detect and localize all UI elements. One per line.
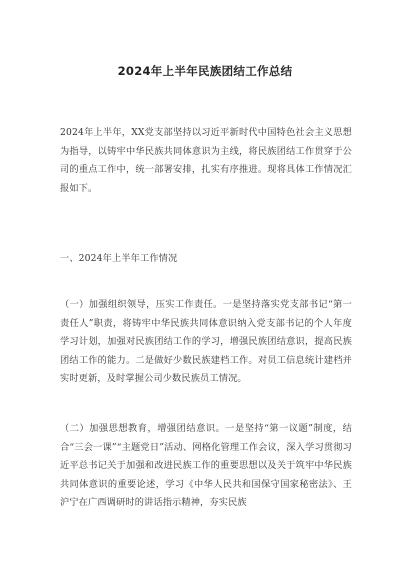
section-2-paragraph: （二）加强思想教育，增强团结意识。一是坚持“第一议题”制度，结合“三会一课”“主题党日”活动、网格化管理工作会议，深入学习贯彻习近平总书记关于加强和改进民族工作的重要思想以及关于筑牢中华民族共同体意识的重要论述，学习《中华人民共和国保守国家秘密法》、王沪宁在广西调研时的讲话指示精神，夯实民族 <box>60 423 352 509</box>
intro-paragraph: 2024年上半年，XX党支部坚持以习近平新时代中国特色社会主义思想为指导，以铸牢中华民族共同体意识为主线，将民族团结工作贯穿于公司的重点工作中，统一部署安排，扎实有序推进。现将具体工作情况汇报如下。 <box>60 127 352 194</box>
section-heading-1: 一、2024年上半年工作情况 <box>60 253 178 264</box>
section-1-paragraph: （一）加强组织领导，压实工作责任。一是坚持落实党支部书记“第一责任人”职责，将铸牢中华民族共同体意识纳入党支部书记的个人年度学习计划，加强对民族团结工作的学习，增强民族团结意识，提高民族团结工作的能力。二是做好少数民族建档工作。对员工信息统计建档并实时更新，及时掌握公司少数民族员工情况。 <box>60 299 352 385</box>
document-title: 2024年上半年民族团结工作总结 <box>117 64 293 78</box>
